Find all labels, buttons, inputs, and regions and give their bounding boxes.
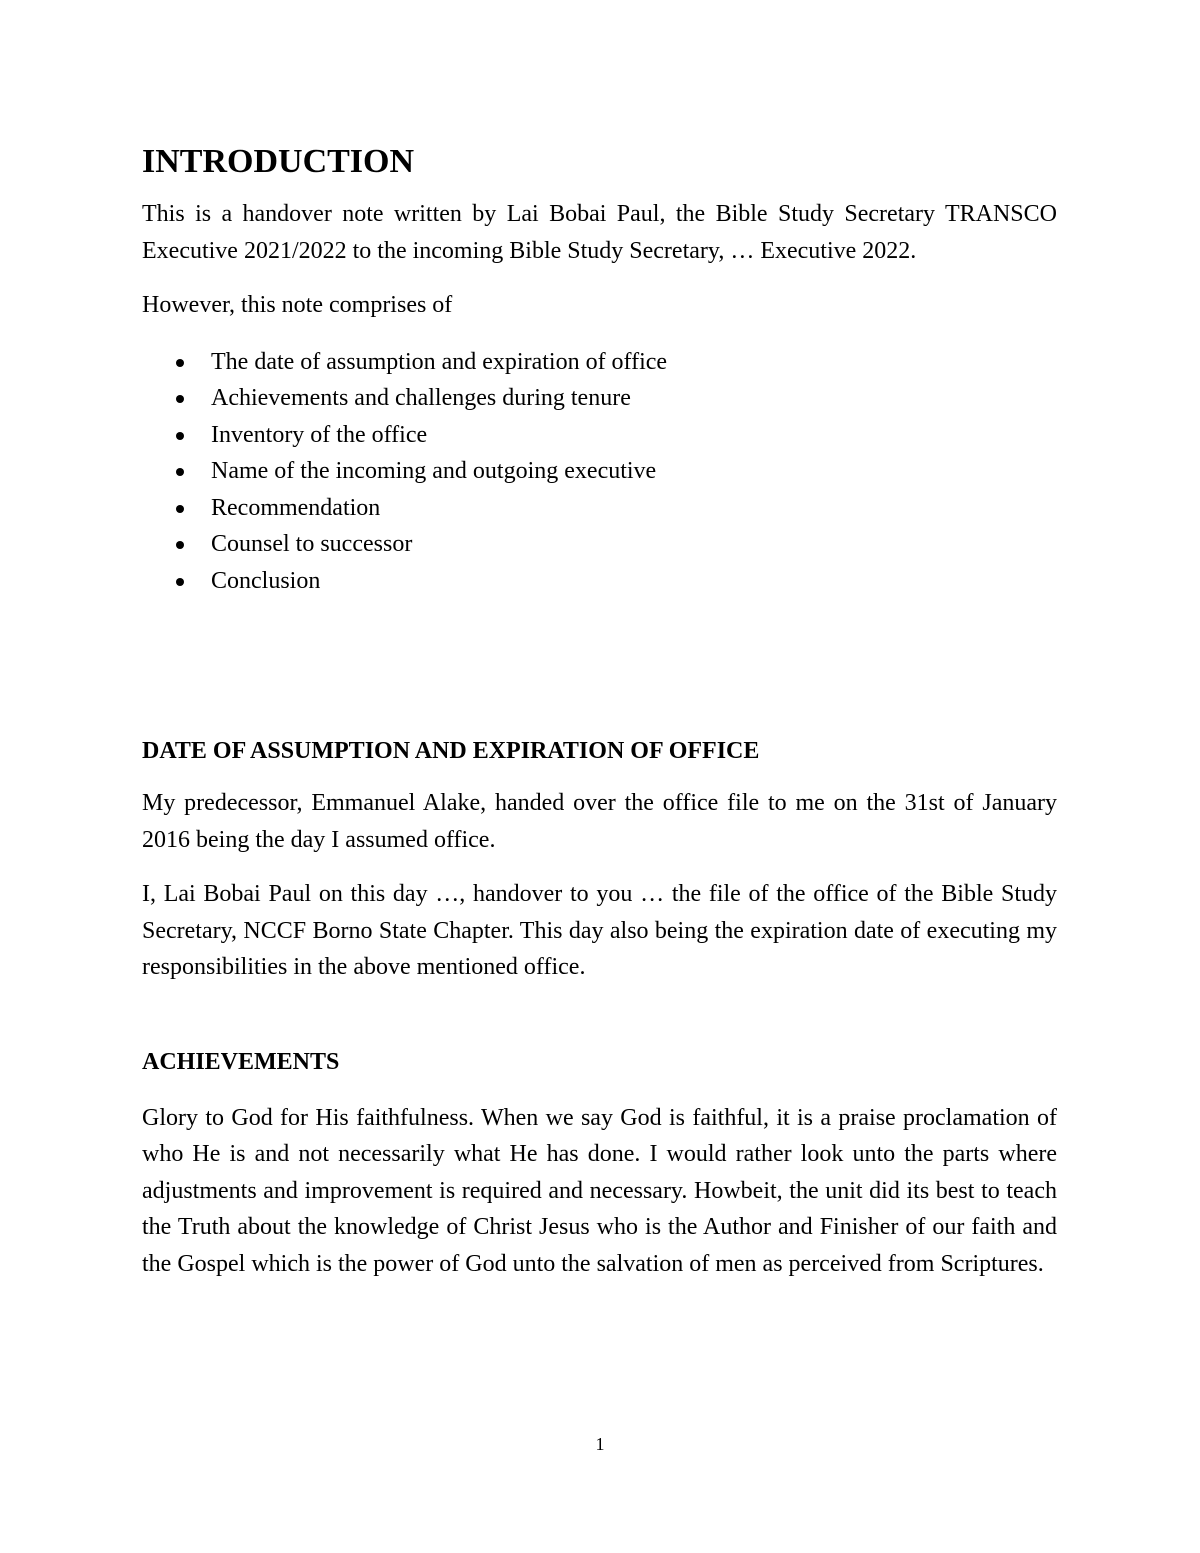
list-item-text: Inventory of the office xyxy=(211,421,428,448)
date-section-heading: DATE OF ASSUMPTION AND EXPIRATION OF OFFICE xyxy=(142,738,760,764)
list-item xyxy=(142,453,1057,490)
bullet-icon xyxy=(176,395,184,403)
list-item-text: Counsel to successor xyxy=(211,531,413,557)
list-item xyxy=(142,490,1057,527)
achievements-paragraph: Glory to God for His faithfulness. When we say God is faithful, it is a praise proclamation of who He is and not necessarily what He has done. I would rather look unto the parts where adjustments and improvement is required and necessary. Howbeit, the unit did its best to teach the Truth about the knowledge of Christ Jesus who is the Author and Finisher of our faith and the Gospel which is the power of God unto the salvation of men as perceived from Scriptures. xyxy=(142,1104,1057,1277)
bullet-icon xyxy=(176,432,184,440)
list-item xyxy=(142,344,1057,381)
list-item xyxy=(142,380,1057,417)
list-item-text: Name of the incoming and outgoing executive xyxy=(211,458,657,484)
bullet-icon xyxy=(176,541,184,549)
bullet-icon xyxy=(176,505,184,513)
contents-list xyxy=(142,344,1057,600)
date-paragraph-1: My predecessor, Emmanuel Alake, handed over the office file to me on the 31st of January 2016 being the day I assumed office. xyxy=(142,790,1057,853)
list-item-text: Recommendation xyxy=(211,494,381,521)
page-number: 1 xyxy=(595,1434,605,1454)
bullet-icon xyxy=(176,468,184,476)
achievements-heading: ACHIEVEMENTS xyxy=(142,1048,340,1075)
list-item-text: Achievements and challenges during tenure xyxy=(211,385,631,411)
bullet-icon xyxy=(176,578,184,586)
bullet-icon xyxy=(176,359,184,367)
introduction-paragraph: This is a handover note written by Lai Bobai Paul, the Bible Study Secretary TRANSCO Executive 2021/2022 to the incoming Bible Study Secretary, … Executive 2022. xyxy=(142,201,1057,264)
list-item xyxy=(142,563,1057,600)
list-item-text: The date of assumption and expiration of office xyxy=(211,348,668,375)
list-item xyxy=(142,526,1057,563)
list-intro: However, this note comprises of xyxy=(142,292,453,318)
page-content xyxy=(142,142,1057,1300)
list-item-text: Conclusion xyxy=(211,567,321,594)
introduction-heading: INTRODUCTION xyxy=(142,143,415,180)
date-paragraph-2: I, Lai Bobai Paul on this day …, handover to you … the file of the office of the Bible Study Secretary, NCCF Borno State Chapter. This day also being the expiration date of executing my responsibilities in the above mentioned office. xyxy=(142,881,1057,980)
list-item xyxy=(142,417,1057,454)
